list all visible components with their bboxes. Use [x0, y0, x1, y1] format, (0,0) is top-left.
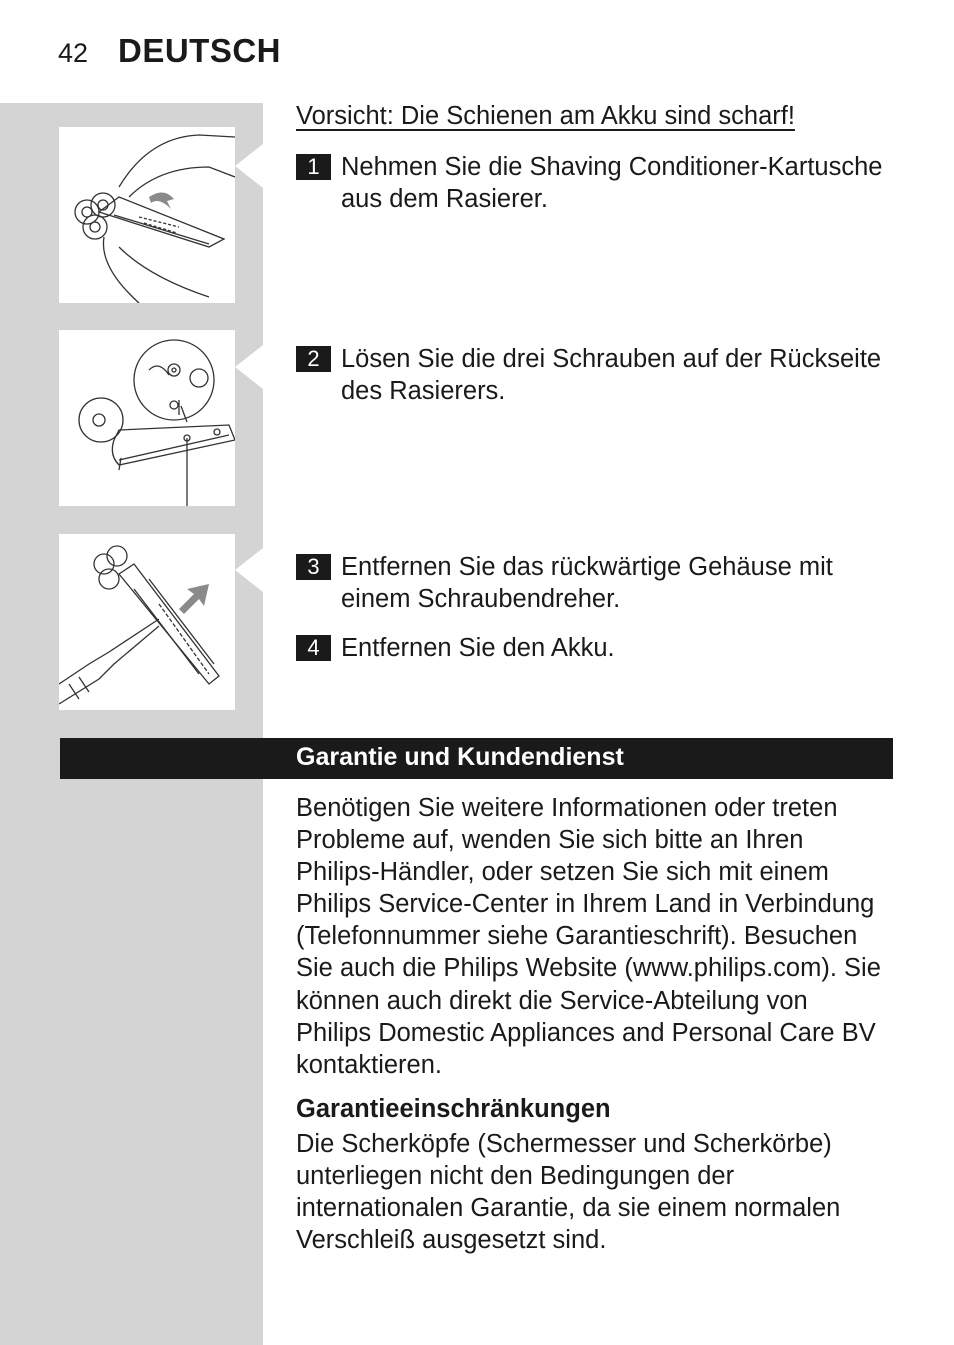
- illustration-loosen-screws: [59, 330, 235, 506]
- warning-text: Vorsicht: Die Schienen am Akku sind scharf!: [296, 102, 795, 130]
- section-language-title: DEUTSCH: [118, 32, 282, 69]
- section-heading: Garantie und Kundendienst: [296, 743, 624, 771]
- warranty-text-end: ). Sie können auch direkt die Service-Abteilung von Philips Domestic Appliances and Personal Care BV kontaktieren.: [296, 954, 881, 1079]
- section-heading-bar: [60, 738, 893, 779]
- illustration-pointer: [235, 345, 263, 389]
- shaver-screwdriver-drawing: [59, 534, 235, 710]
- illustration-remove-cartridge: [59, 127, 235, 303]
- step-1: [296, 151, 906, 215]
- page-number: 42: [58, 38, 89, 68]
- shaver-cartridge-drawing: [59, 127, 235, 303]
- step-3: [296, 551, 906, 615]
- step-4: [296, 632, 906, 664]
- step-text: Nehmen Sie die Shaving Conditioner-Kartusche aus dem Rasierer.: [341, 153, 883, 213]
- philips-website-link[interactable]: www.philips.com: [632, 954, 822, 983]
- step-number-badge: 3: [296, 554, 331, 580]
- step-text: Lösen Sie die drei Schrauben auf der Rückseite des Rasierers.: [341, 345, 882, 405]
- illustration-remove-housing: [59, 534, 235, 710]
- warranty-paragraph: [296, 792, 886, 1081]
- step-number-badge: 1: [296, 154, 331, 180]
- warranty-text-start: Benötigen Sie weitere Informationen oder treten Probleme auf, wenden Sie sich bitte an Ihren Philips-Händler, oder setzen Sie sich mit einem Philips Service-Center in Ihrem Land in Verbindung (Telefonnummer siehe Garantieschrift). Besuchen Sie auch die Philips Website (: [296, 794, 875, 983]
- step-text: Entfernen Sie das rückwärtige Gehäuse mit einem Schraubendreher.: [341, 553, 833, 613]
- step-text: Entfernen Sie den Akku.: [341, 634, 615, 662]
- limitations-heading: Garantieeinschränkungen: [296, 1095, 611, 1123]
- step-number-badge: 4: [296, 635, 331, 661]
- shaver-back-screws-drawing: [59, 330, 235, 506]
- step-number-badge: 2: [296, 346, 331, 372]
- limitations-paragraph: Die Scherköpfe (Schermesser und Scherkörbe) unterliegen nicht den Bedingungen der internationalen Garantie, da sie einem normalen Verschleiß ausgesetzt sind.: [296, 1130, 841, 1255]
- illustration-pointer: [235, 144, 263, 188]
- step-2: [296, 343, 906, 407]
- illustration-pointer: [235, 548, 263, 592]
